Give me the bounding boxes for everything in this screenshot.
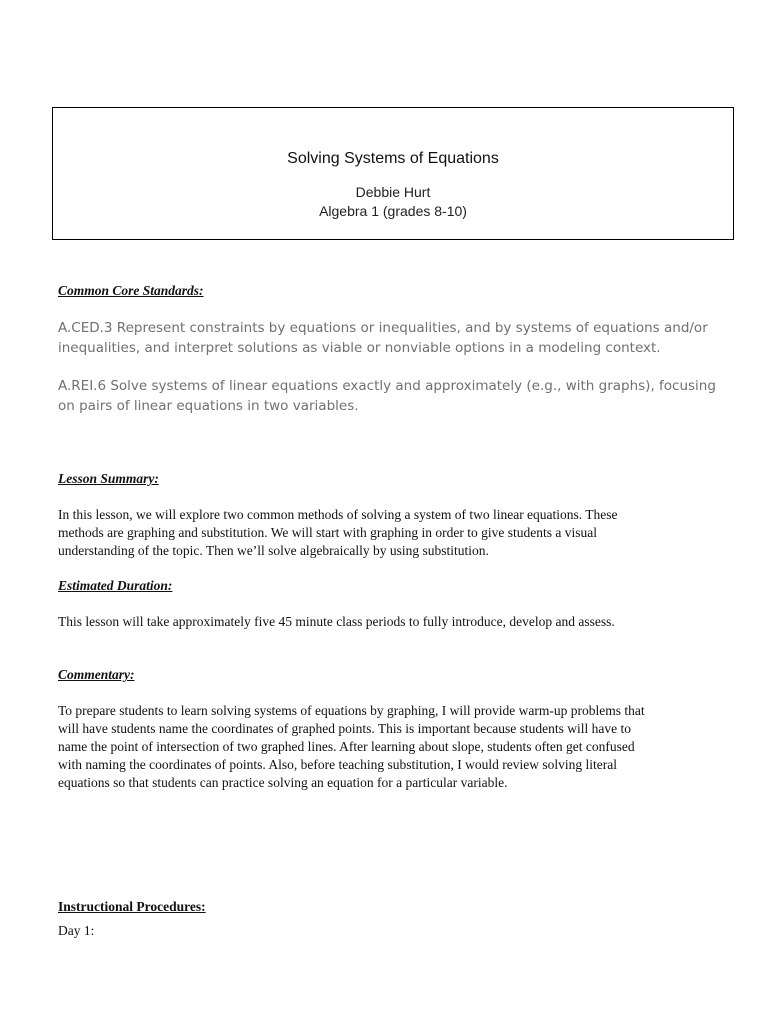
title-box — [52, 107, 734, 240]
author-name: Debbie Hurt — [355, 184, 431, 200]
standard-line: A.REI.6 Solve systems of linear equations exactly and approximately (e.g., with graphs), focusing — [58, 378, 716, 394]
paragraph-line: This lesson will take approximately five 45 minute class periods to fully introduce, develop and assess. — [58, 614, 615, 629]
procedures-heading: Instructional Procedures: — [58, 899, 206, 914]
document-title: Solving Systems of Equations — [287, 150, 499, 167]
paragraph-line: methods are graphing and substitution. We will start with graphing in order to give students a visual — [58, 525, 597, 540]
standard-arei6 — [58, 376, 728, 416]
standard-line: inequalities, and interpret solutions as viable or nonviable options in a modeling context. — [58, 340, 661, 356]
course-name: Algebra 1 (grades 8-10) — [319, 203, 467, 219]
standards-heading: Common Core Standards: — [58, 283, 204, 298]
paragraph-line: equations so that students can practice solving an equation for a particular variable. — [58, 775, 508, 790]
paragraph-line: name the point of intersection of two graphed lines. After learning about slope, students often get confused — [58, 739, 635, 754]
day-label: Day 1: — [58, 923, 95, 938]
paragraph-line: In this lesson, we will explore two common methods of solving a system of two linear equations. These — [58, 507, 618, 522]
paragraph-line: To prepare students to learn solving systems of equations by graphing, I will provide warm-up problems that — [58, 703, 645, 718]
paragraph-line: with naming the coordinates of points. Also, before teaching substitution, I would review solving literal — [58, 757, 618, 772]
summary-heading: Lesson Summary: — [58, 471, 159, 486]
standard-aced3 — [58, 318, 728, 358]
duration-paragraph — [58, 613, 728, 631]
commentary-heading: Commentary: — [58, 667, 135, 682]
duration-heading: Estimated Duration: — [58, 578, 173, 593]
standard-line: on pairs of linear equations in two variables. — [58, 398, 359, 414]
summary-paragraph — [58, 506, 728, 560]
paragraph-line: will have students name the coordinates of graphed points. This is important because students will have to — [58, 721, 632, 736]
commentary-paragraph — [58, 702, 728, 792]
paragraph-line: understanding of the topic. Then we’ll solve algebraically by using substitution. — [58, 543, 489, 558]
standard-line: A.CED.3 Represent constraints by equations or inequalities, and by systems of equations and/or — [58, 320, 708, 336]
